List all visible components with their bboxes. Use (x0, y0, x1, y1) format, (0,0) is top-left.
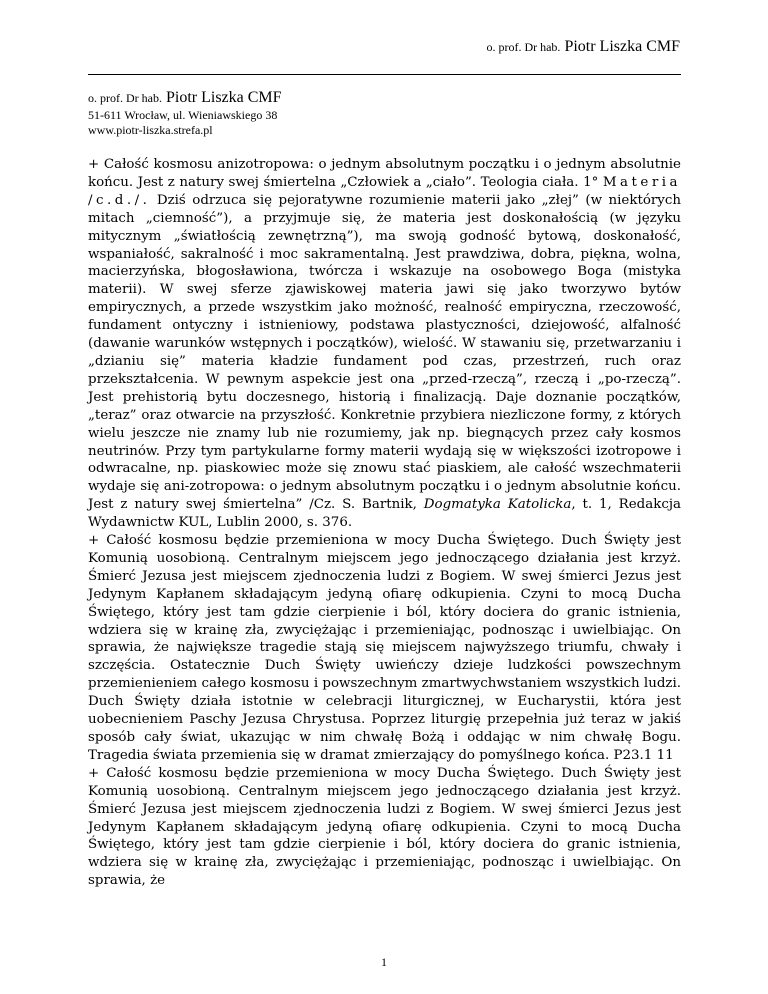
running-header (486, 38, 680, 56)
paragraph-1 (88, 156, 681, 532)
author-prefix: o. prof. Dr hab. (88, 91, 162, 105)
running-header-prefix: o. prof. Dr hab. (486, 40, 561, 54)
author-address: 51-611 Wrocław, ul. Wieniawskiego 38 (88, 108, 278, 122)
author-block (88, 88, 282, 138)
paragraph-1-text-b: Dziś odrzuca się pejoratywne rozumienie materii jako „złej” (w niektórych mitach „ciemność”), a przyjmuje się, że materia jest doskonałością (w języku mitycznym „światłością zewnętrzną”), ma swoją godność bytową, doskonałość, wspaniałość, sakralność i moc sakramentalną. Jest prawdziwa, dobra, piękna, wolna, macierzyńska, błogosławiona, twórcza i wskazuje na osobowego Boga (mistyka materii). W swej sferze zjawiskowej materia jawi się jako tworzywo bytów empirycznych, a przede wszystkim jako możność, realność empiryczna, rzeczowość, fundament ontyczny i istnieniowy, podstawa plastyczności, dziejowość, alfalność (dawanie warunków wstępnych i początków), wielość. W stawaniu się, przetwarzaniu i „dzianiu się” materia kładzie fundament pod czas, przestrzeń, ruch oraz przekształcenia. W pewnym aspekcie jest ona „przed-rzeczą”, rzeczą i „po-rzeczą”. Jest prehistorią bytu doczesnego, historią i finalizacją. Daje doznanie początków, „teraz” oraz otwarcie na przyszłość. Konkretnie przybiera niezliczone formy, z których wielu jeszcze nie znamy lub nie rozumiemy, jak np. biegnących przez cały kosmos neutrinów. Przy tym partykularne formy materii wydają się w większości izotropowe i odwracalne, np. piaskowiec może się znowu stać piaskiem, ale całość wszechmaterii wydaje się ani-zotropowa: o jednym absolutnym początku i o jednym absolutnie końcu. Jest z natury swej śmiertelna” /Cz. S. Bartnik, (88, 192, 681, 513)
author-title (88, 88, 282, 108)
paragraph-1-text-a: + Całość kosmosu anizotropowa: o jednym absolutnym początku i o jednym absolutnie końcu. Jest z natury swej śmiertelna „Człowiek a „ciało”. Teologia ciała. 1° (88, 157, 681, 190)
author-name: Piotr Liszka CMF (165, 89, 282, 106)
paragraph-1-spaced-term: Materia /c.d./. (88, 174, 681, 208)
body-text (88, 156, 681, 890)
paragraph-1-text-c: , t. 1, Redakcja Wydawnictw KUL, Lublin 2000, s. 376. (88, 497, 681, 531)
paragraph-2: + Całość kosmosu będzie przemieniona w mocy Ducha Świętego. Duch Święty jest Komunią uosobioną. Centralnym miejscem jego jednoczącego działania jest krzyż. Śmierć Jezusa jest miejscem zjednoczenia ludzi z Bogiem. W swej śmierci Jezus jest Jedynym Kapłanem składającym jedyną ofiarę odkupienia. Czyni to mocą Ducha Świętego, który jest tam gdzie cierpienie i ból, który dociera do granic istnienia, wdziera się w krainę zła, zwyciężając i przemieniając, podnosząc i uwielbiając. On sprawia, że największe tragedie stają się miejscem najwyższego triumfu, chwały i szczęścia. Ostatecznie Duch Święty uwieńczy dzieje ludzkości powszechnym przemienieniem całego kosmosu i powszechnym zmartwychwstaniem wszystkich ludzi. Duch Święty działa istotnie w celebracji liturgicznej, w Eucharystii, która jest uobecnieniem Paschy Jezusa Chrystusa. Poprzez liturgię przepełnia już teraz w jakiś sposób cały świat, ukazując w nim chwałę Bożą i oddając w nim chwałę Bogu. Tragedia świata przemienia się w dramat zmierzający do pomyślnego końca. P23.1 11 (88, 533, 681, 763)
running-header-name: Piotr Liszka CMF (564, 38, 680, 55)
header-divider (88, 74, 681, 75)
book-title: Dogmatyka Katolicka (423, 497, 572, 513)
paragraph-3: + Całość kosmosu będzie przemieniona w mocy Ducha Świętego. Duch Święty jest Komunią uosobioną. Centralnym miejscem jego jednoczącego działania jest krzyż. Śmierć Jezusa jest miejscem zjednoczenia ludzi z Bogiem. W swej śmierci Jezus jest Jedynym Kapłanem składającym jedyną ofiarę odkupienia. Czyni to mocą Ducha Świętego, który jest tam gdzie cierpienie i ból, który dociera do granic istnienia, wdziera się w krainę zła, zwyciężając i przemieniając, podnosząc i uwielbiając. On sprawia, że (88, 765, 681, 889)
page-number: 1 (381, 955, 387, 969)
author-website: www.piotr-liszka.strefa.pl (88, 123, 213, 137)
